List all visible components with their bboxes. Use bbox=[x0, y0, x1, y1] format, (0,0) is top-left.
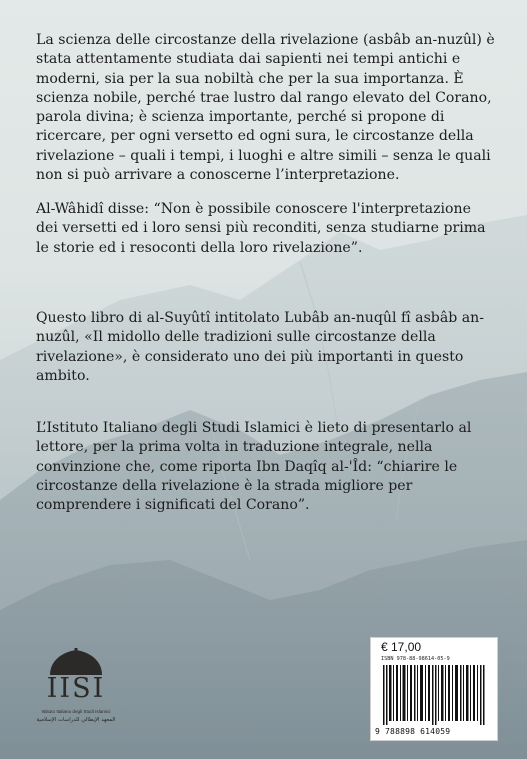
paragraph-quote-wahidi: Al-Wâhidî disse: “Non è possibile conoscere l'interpretazione dei versetti ed i loro sensi più reconditi, senza studiarne prima le storie ed i resoconti della loro rivelazione”. bbox=[36, 201, 486, 256]
barcode-digits: 9 788898 614059 bbox=[375, 727, 451, 736]
publisher-logo bbox=[36, 648, 116, 740]
price-label: € 17,00 bbox=[381, 640, 422, 654]
paragraph-intro: La scienza delle circostanze della rivelazione (asbâb an-nuzûl) è stata attentamente studiata dai sapienti nei tempi antichi e moderni, sia per la sua nobiltà che per la sua importanza. È scienza nobile, perché trae lustro dal rango elevato del Corano, parola divina; è scienza importante, perché si propone di ricercare, per ogni versetto ed ogni sura, le circostanze della rivelazione – quali i tempi, i luoghi e altre simili – senza le quali non si può arrivare a conoscerne l’interpretazione. bbox=[36, 32, 495, 184]
logo-arabic-caption: المعهد الإيطالي للدراسات الإسلامية bbox=[36, 717, 116, 723]
barcode-icon bbox=[383, 665, 487, 725]
barcode-panel bbox=[370, 637, 498, 741]
isbn-label: ISBN 978-88-98614-05-9 bbox=[381, 656, 450, 662]
logo-caption: Istituto Italiano degli Studi Islamici bbox=[41, 709, 111, 714]
paragraph-book-description: Questo libro di al-Suyûtî intitolato Lubâb an-nuqûl fî asbâb an-nuzûl, «Il midollo delle tradizioni sulle circostanze della rivelazione», è considerato uno dei più importanti in questo ambito. bbox=[36, 310, 484, 384]
logo-letters: IISI bbox=[46, 673, 106, 704]
paragraph-publisher-note: L’Istituto Italiano degli Studi Islamici è lieto di presentarlo al lettore, per la prima volta in traduzione integrale, nella convinzione che, come riporta Ibn Daqîq al-'Îd: “chiarire le circostanze della rivelazione è la strada migliore per comprendere i significati del Corano”. bbox=[36, 420, 472, 514]
dome-icon bbox=[47, 648, 105, 676]
